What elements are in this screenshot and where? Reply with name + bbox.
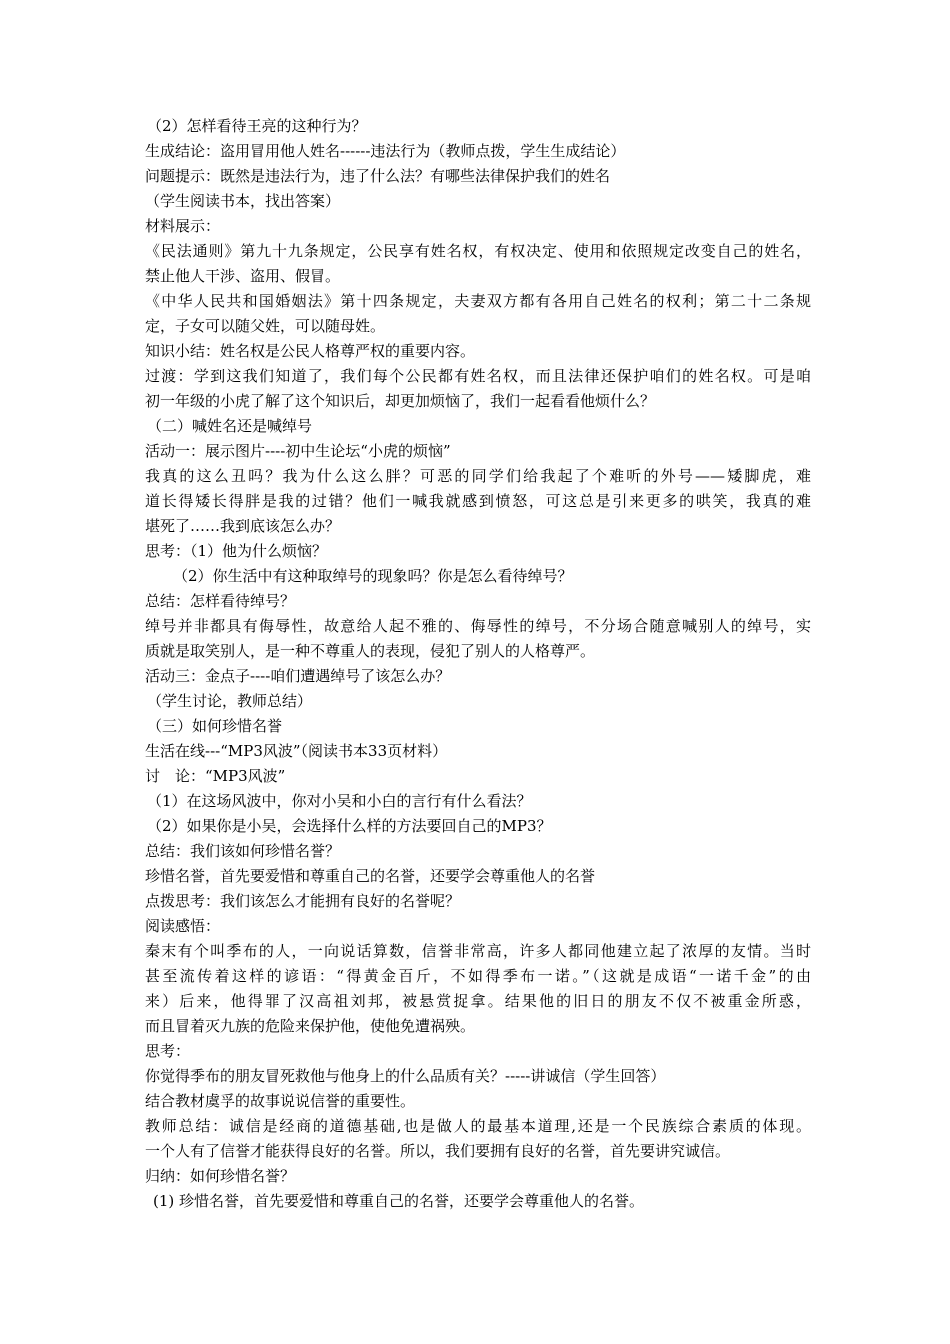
text-line: 甚至流传着这样的谚语：“得黄金百斤，不如得季布一诺。”（这就是成语“一诺千金”的由 xyxy=(145,967,811,985)
text-line: 而且冒着灭九族的危险来保护他，使他免遭祸殃。 xyxy=(145,1017,476,1035)
text-line: (1) 珍惜名誉，首先要爱惜和尊重自己的名誉，还要学会尊重他人的名誉。 xyxy=(153,1192,645,1210)
text-line: 秦末有个叫季布的人，一向说话算数，信誉非常高，许多人都同他建立起了浓厚的友情。当时 xyxy=(145,942,811,960)
text-line: 来）后来，他得罪了汉高祖刘邦，被悬赏捉拿。结果他的旧日的朋友不仅不被重金所惑， xyxy=(145,992,811,1010)
text-line: 《民法通则》第九十九条规定，公民享有姓名权，有权决定、使用和依照规定改变自己的姓名， xyxy=(145,242,811,260)
text-line: 定，子女可以随父姓，可以随母姓。 xyxy=(145,317,386,335)
text-line: （2）怎样看待王亮的这种行为？ xyxy=(147,117,367,135)
text-line: 你觉得季布的朋友冒死救他与他身上的什么品质有关？-----讲诚信（学生回答） xyxy=(145,1067,666,1085)
text-line: 思考：（1）他为什么烦恼？ xyxy=(145,542,328,560)
text-line: 材料展示： xyxy=(145,217,221,235)
text-line: 思考： xyxy=(145,1042,191,1060)
text-line: 结合教材虞孚的故事说说信誉的重要性。 xyxy=(145,1092,416,1110)
text-line: 归纳：如何珍惜名誉？ xyxy=(145,1167,296,1185)
text-line: 问题提示：既然是违法行为，违了什么法？有哪些法律保护我们的姓名 xyxy=(145,167,611,185)
text-line: 总结：怎样看待绰号？ xyxy=(145,592,296,610)
text-line: 阅读感悟： xyxy=(145,917,221,935)
text-line: 讨 论：“MP3风波” xyxy=(145,767,286,785)
text-line: 教师总结：诚信是经商的道德基础,也是做人的最基本道理,还是一个民族综合素质的体现。 xyxy=(145,1117,811,1135)
text-line: 知识小结：姓名权是公民人格尊严权的重要内容。 xyxy=(145,342,476,360)
text-line: 珍惜名誉，首先要爱惜和尊重自己的名誉，还要学会尊重他人的名誉 xyxy=(145,867,596,885)
text-line: 一个人有了信誉才能获得良好的名誉。所以，我们要拥有良好的名誉，首先要讲究诚信。 xyxy=(145,1142,731,1160)
text-line: 禁止他人干涉、盗用、假冒。 xyxy=(145,267,341,285)
text-line: 初一年级的小虎了解了这个知识后，却更加烦恼了，我们一起看看他烦什么？ xyxy=(145,392,656,410)
text-line: 过渡：学到这我们知道了，我们每个公民都有姓名权，而且法律还保护咱们的姓名权。可是咱 xyxy=(145,367,811,385)
text-line: 活动一：展示图片----初中生论坛“小虎的烦恼” xyxy=(145,442,451,460)
text-line: 活动三：金点子----咱们遭遇绰号了该怎么办？ xyxy=(145,667,451,685)
text-line: 生成结论：盗用冒用他人姓名------违法行为（教师点拨，学生生成结论） xyxy=(145,142,626,160)
text-line: 生活在线---“MP3风波”（阅读书本33页材料） xyxy=(145,742,448,760)
text-line: （学生阅读书本，找出答案） xyxy=(145,192,341,210)
text-line: 我真的这么丑吗？我为什么这么胖？可恶的同学们给我起了个难听的外号——矮脚虎，难 xyxy=(145,467,811,485)
text-line: （2）你生活中有这种取绰号的现象吗？你是怎么看待绰号？ xyxy=(173,567,573,585)
text-line: 质就是取笑别人，是一种不尊重人的表现，侵犯了别人的人格尊严。 xyxy=(145,642,596,660)
document-body xyxy=(145,114,811,1214)
text-line: 《中华人民共和国婚姻法》第十四条规定，夫妻双方都有各用自己姓名的权利；第二十二条规 xyxy=(145,292,811,310)
text-line: （三）如何珍惜名誉 xyxy=(147,717,283,735)
text-line: 道长得矮长得胖是我的过错？他们一喊我就感到愤怒，可这总是引来更多的哄笑，我真的难 xyxy=(145,492,811,510)
text-line: （2）如果你是小吴，会选择什么样的方法要回自己的MP3？ xyxy=(147,817,552,835)
text-line: 堪死了……我到底该怎么办？ xyxy=(145,517,341,535)
text-line: 总结：我们该如何珍惜名誉？ xyxy=(145,842,341,860)
text-line: 点拨思考：我们该怎么才能拥有良好的名誉呢？ xyxy=(145,892,461,910)
text-line: （二）喊姓名还是喊绰号 xyxy=(147,417,313,435)
text-line: （1）在这场风波中，你对小吴和小白的言行有什么看法？ xyxy=(147,792,532,810)
text-line: 绰号并非都具有侮辱性，故意给人起不雅的、侮辱性的绰号，不分场合随意喊别人的绰号，实 xyxy=(145,617,811,635)
text-line: （学生讨论，教师总结） xyxy=(147,692,313,710)
